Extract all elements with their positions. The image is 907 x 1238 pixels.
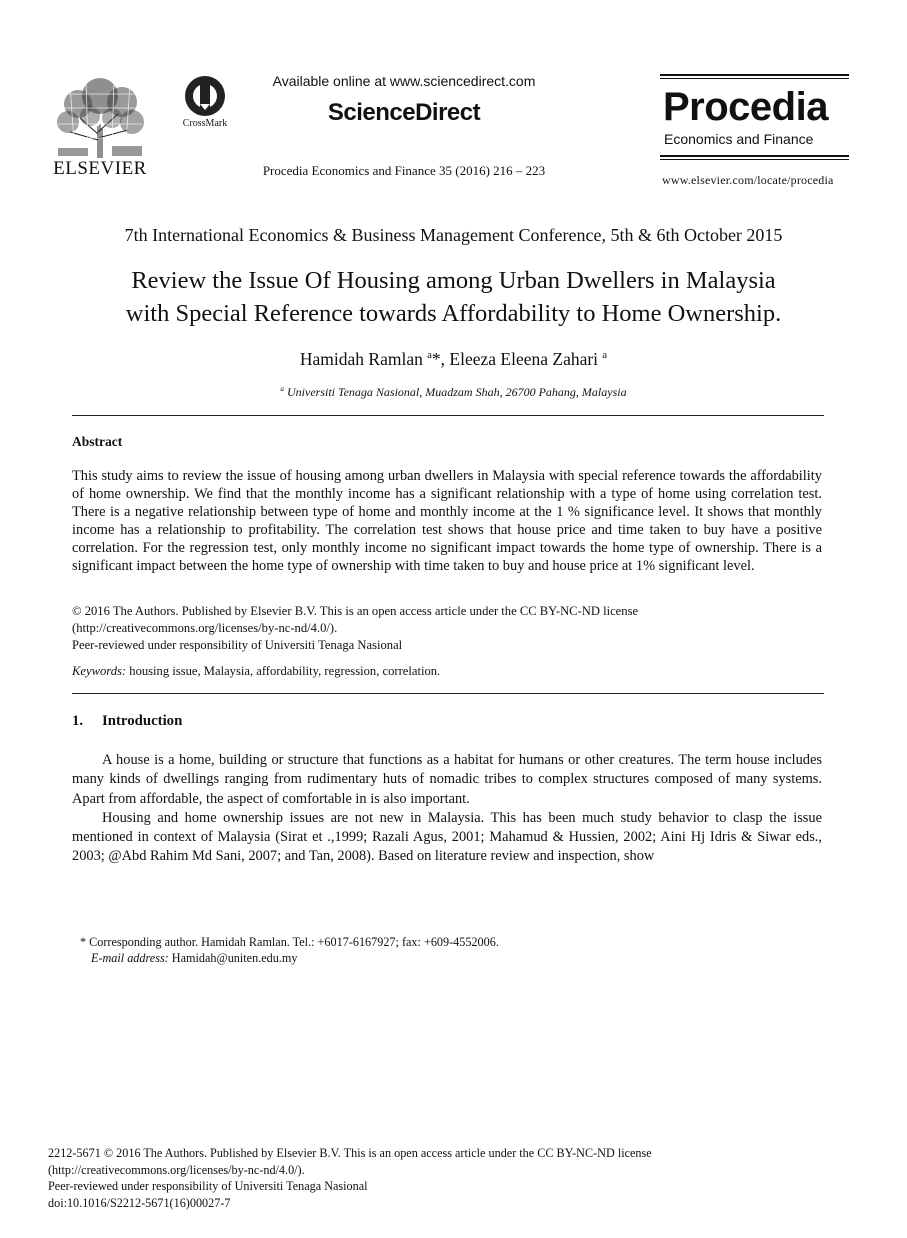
paragraph: A house is a home, building or structure that functions as a habitat for humans or other creatures. The term house includes many kinds of dwellings ranging from rudimentary huts of nomadic tribes to complex structures composed of many systems. Apart from affordable, the aspect of comfortable in is also important. bbox=[72, 752, 822, 807]
affiliation-marker: a bbox=[280, 385, 285, 393]
license-link[interactable]: (http://creativecommons.org/licenses/by-nc-nd/4.0/). bbox=[48, 1162, 305, 1177]
peer-review-line: Peer-reviewed under responsibility of Universiti Tenaga Nasional bbox=[48, 1179, 368, 1193]
introduction-heading bbox=[72, 713, 182, 730]
procedia-url: www.elsevier.com/locate/procedia bbox=[662, 173, 834, 187]
masthead-rule bbox=[660, 159, 849, 160]
procedia-journal-masthead bbox=[660, 74, 849, 192]
crossmark-label: CrossMark bbox=[182, 118, 228, 129]
doi-line[interactable]: doi:10.1016/S2212-5671(16)00027-7 bbox=[48, 1195, 231, 1210]
journal-reference: Procedia Economics and Finance 35 (2016) 216 – 223 bbox=[262, 163, 546, 178]
keywords-label: Keywords: bbox=[72, 664, 127, 678]
copyright-line: © 2016 The Authors. Published by Elsevier B.V. This is an open access article under the CC BY-NC-ND license bbox=[72, 604, 639, 618]
author-list bbox=[0, 349, 907, 370]
email-label: E-mail address: bbox=[91, 951, 169, 965]
conference-line: 7th International Economics & Business Management Conference, 5th & 6th October 2015 bbox=[124, 225, 783, 245]
sciencedirect-wordmark: ScienceDirect bbox=[327, 99, 481, 126]
introduction-body bbox=[72, 751, 822, 867]
masthead-rule bbox=[660, 74, 849, 76]
affiliation-text: Universiti Tenaga Nasional, Muadzam Shah, 26700 Pahang, Malaysia bbox=[287, 385, 627, 399]
abstract-body: This study aims to review the issue of housing among urban dwellers in Malaysia with special reference towards the affordability of home ownership. We find that the monthly income has a significant relationship with a type of home using correlation test. There is a negative relationship between type of home and monthly income at the 1 % significance level. It shows that monthly income has a relationship to profitability. The correlation test shows that house price and time taken to buy have a positive correlation. For the regression test, only monthly income no significant impact towards the home type of ownership. There is a significant impact between the home type of ownership with time taken to buy and house price at 1% significant level. bbox=[72, 468, 822, 574]
paragraph: Housing and home ownership issues are not new in Malaysia. This has been much study behavior to clasp the issue mentioned in context of Malaysia (Sirat et .,1999; Razali Agus, 2001; Mahamud & Hussien, 2002; Aini Hj Idris & Siwar eds., 2003; @Abd Rahim Md Sani, 2007; and Tan, 2008). Based on literature review and inspection, show bbox=[72, 809, 822, 865]
masthead-rule bbox=[660, 155, 849, 157]
issn-copyright-line: 2212-5671 © 2016 The Authors. Published by Elsevier B.V. This is an open access article under the CC BY-NC-ND license bbox=[48, 1146, 652, 1160]
corresponding-author-footnote bbox=[80, 934, 820, 966]
affiliation-marker: a bbox=[427, 350, 432, 362]
email-address[interactable]: Hamidah@uniten.edu.my bbox=[171, 951, 298, 965]
procedia-subtitle: Economics and Finance bbox=[664, 131, 814, 147]
title-line: Review the Issue Of Housing among Urban Dwellers in Malaysia bbox=[131, 267, 776, 294]
masthead-rule bbox=[660, 78, 849, 79]
section-title: Introduction bbox=[102, 713, 183, 729]
license-link[interactable]: (http://creativecommons.org/licenses/by-nc-nd/4.0/). bbox=[72, 621, 338, 635]
crossmark-badge[interactable] bbox=[176, 74, 234, 134]
section-divider bbox=[72, 693, 824, 694]
elsevier-logo bbox=[50, 74, 150, 178]
title-line: with Special Reference towards Affordability to Home Ownership. bbox=[125, 300, 782, 327]
author-name: Hamidah Ramlan bbox=[299, 349, 423, 369]
peer-review-line: Peer-reviewed under responsibility of Universiti Tenaga Nasional bbox=[72, 638, 403, 652]
affiliation bbox=[0, 385, 907, 400]
affiliation-marker: a bbox=[602, 350, 608, 362]
author-name: Eleeza Eleena Zahari bbox=[449, 349, 599, 369]
section-number: 1. bbox=[72, 713, 84, 729]
section-divider bbox=[72, 415, 824, 416]
article-title bbox=[40, 264, 867, 330]
footnote-line: * Corresponding author. Hamidah Ramlan. Tel.: +6017-6167927; fax: +609-4552006. bbox=[80, 935, 499, 949]
corresponding-marker: *, bbox=[431, 349, 446, 369]
elsevier-tree-icon bbox=[50, 74, 150, 160]
procedia-title: Procedia bbox=[663, 85, 828, 129]
keywords bbox=[72, 664, 822, 679]
keywords-list: housing issue, Malaysia, affordability, regression, correlation. bbox=[129, 664, 441, 678]
copyright-notice bbox=[72, 603, 822, 654]
elsevier-wordmark: ELSEVIER bbox=[53, 158, 147, 179]
email-line bbox=[80, 950, 820, 966]
publication-metadata bbox=[48, 1145, 808, 1211]
available-online-line: Available online at www.sciencedirect.com bbox=[272, 73, 536, 89]
crossmark-icon bbox=[183, 74, 227, 118]
abstract-heading: Abstract bbox=[72, 434, 123, 449]
